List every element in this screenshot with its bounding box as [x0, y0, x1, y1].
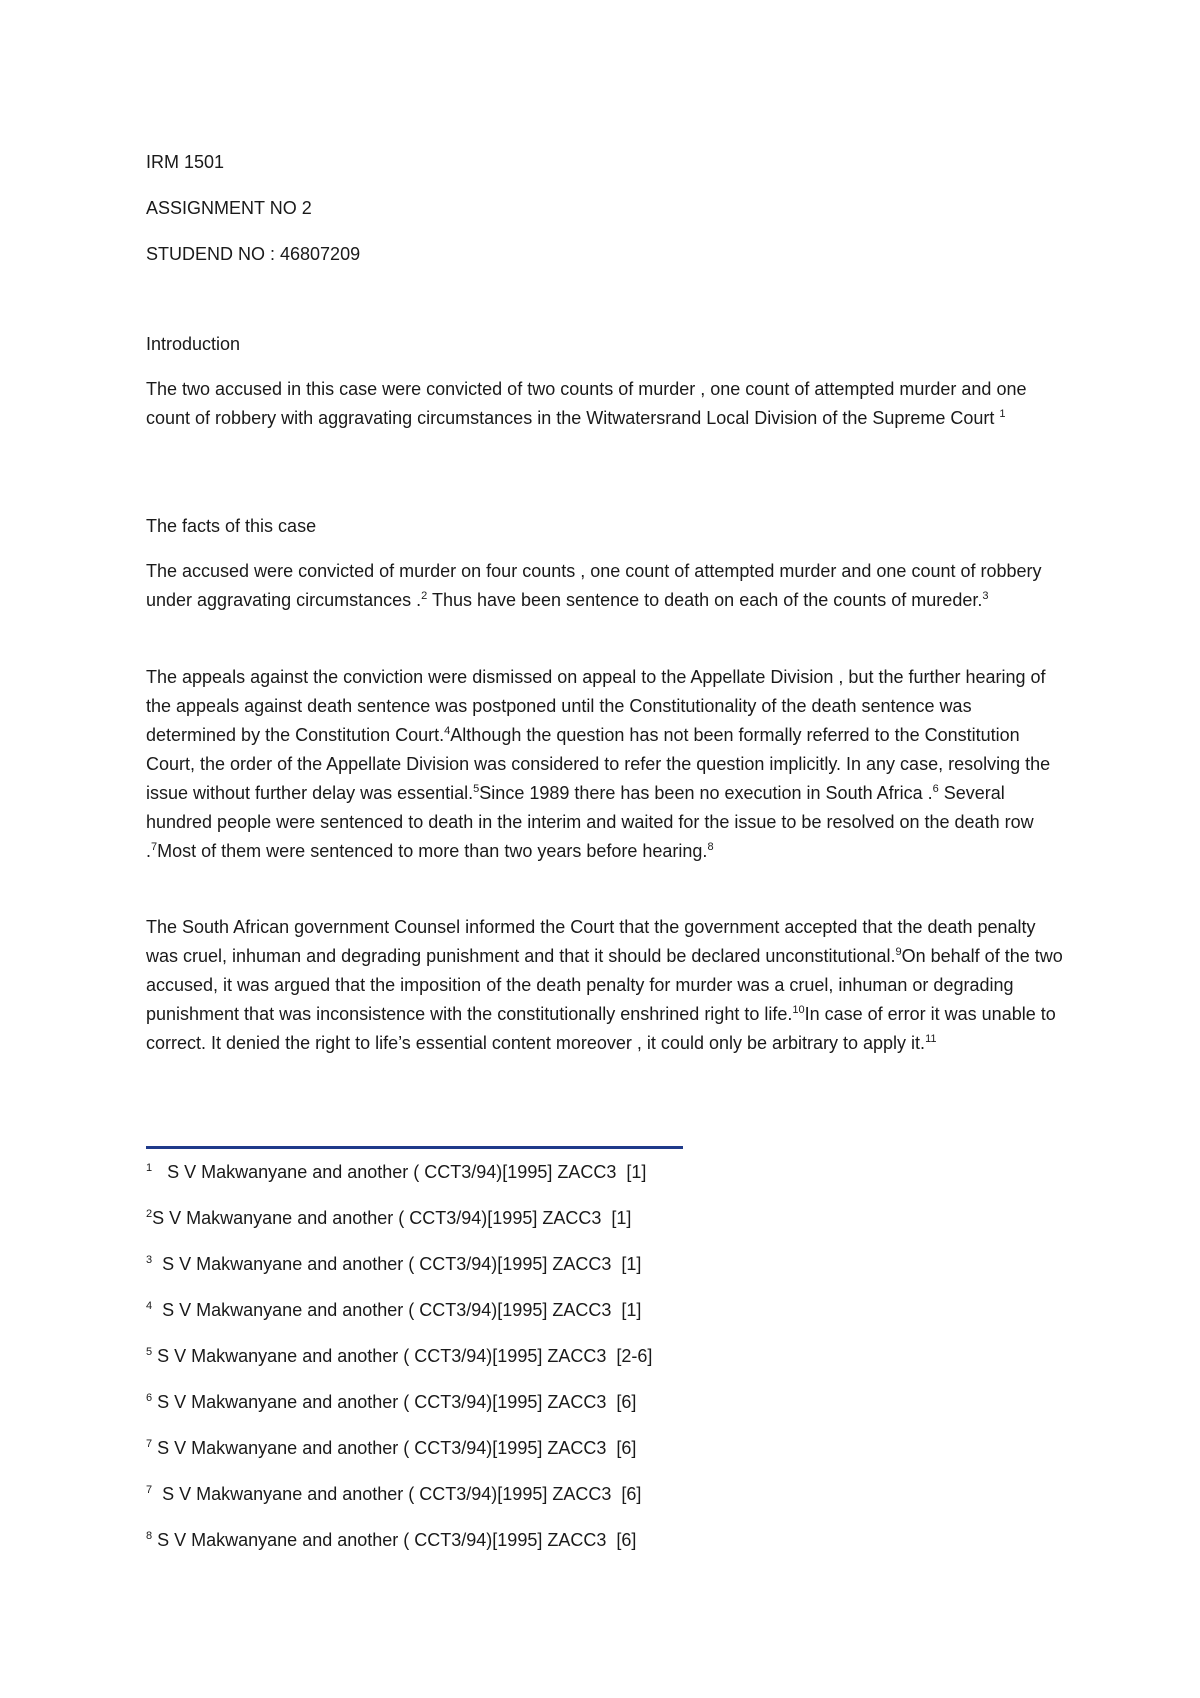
facts-paragraph-1: [146, 557, 1066, 615]
footnote-text: S V Makwanyane and another ( CCT3/94)[1995] ZACC3 [2-6]: [152, 1346, 653, 1366]
footnote-text: S V Makwanyane and another ( CCT3/94)[1995] ZACC3 [6]: [152, 1530, 637, 1550]
intro-paragraph: [146, 375, 1066, 433]
intro-text: The two accused in this case were convicted of two counts of murder , one count of attempted murder and one count of robbery with aggravating circumstances in the Witwatersrand Local Division of the Supreme Court: [146, 379, 1027, 428]
footnote-ref-2: 2: [421, 590, 428, 602]
facts-p1-text-2: Thus have been sentence to death on each of the counts of mureder.: [427, 590, 983, 610]
footnote-ref-3: 3: [982, 590, 989, 602]
footnote-item: $^3$ S V Makwanyane and another ( CCT3/94)[1995] ZACC3 [1]: [146, 1254, 642, 1274]
footnote-text: S V Makwanyane and another ( CCT3/94)[1995] ZACC3 [1]: [152, 1208, 632, 1228]
facts-p2-text-2: Although the question has not been formally referred to the Constitution Court, the order of the Appellate Division was considered to refer the question implicitly. In any case, resolving the issue without further delay was essential.: [146, 725, 1051, 803]
footnote-text: S V Makwanyane and another ( CCT3/94)[1995] ZACC3 [6]: [152, 1438, 637, 1458]
facts-p2-text-5: Most of them were sentenced to more than two years before hearing.: [157, 841, 708, 861]
facts-p3-text-1: The South African government Counsel informed the Court that the government accepted that the death penalty was cruel, inhuman and degrading punishment and that it should be declared unconstitutional.: [146, 917, 1036, 966]
footnote-ref-5: 5: [473, 783, 480, 795]
footnote-item: $^2$S V Makwanyane and another ( CCT3/94)[1995] ZACC3 [1]: [146, 1208, 632, 1228]
facts-p2-text-4: Several hundred people were sentenced to death in the interim and waited for the issue to be resolved on the death row .: [146, 783, 1034, 861]
footnote-ref-7: 7: [151, 841, 158, 853]
footnote-separator: [146, 1146, 683, 1149]
footnote-text: S V Makwanyane and another ( CCT3/94)[1995] ZACC3 [6]: [152, 1392, 637, 1412]
footnote-item: $^8$ S V Makwanyane and another ( CCT3/94)[1995] ZACC3 [6]: [146, 1530, 637, 1550]
intro-heading: Introduction: [146, 334, 241, 354]
footnote-text: S V Makwanyane and another ( CCT3/94)[1995] ZACC3 [6]: [152, 1484, 642, 1504]
footnote-item: $^1$ S V Makwanyane and another ( CCT3/94)[1995] ZACC3 [1]: [146, 1162, 647, 1182]
footnote-ref-11: 11: [925, 1033, 937, 1045]
footnote-ref-10: 10: [792, 1004, 805, 1016]
footnote-item: $^4$ S V Makwanyane and another ( CCT3/94)[1995] ZACC3 [1]: [146, 1300, 642, 1320]
footnote-item: $^6$ S V Makwanyane and another ( CCT3/94)[1995] ZACC3 [6]: [146, 1392, 637, 1412]
facts-p2-text-1: The appeals against the conviction were dismissed on appeal to the Appellate Division , but the further hearing of the appeals against death sentence was postponed until the Constitutionality of the death sentence was determined by the Constitution Court.: [146, 667, 1046, 745]
footnote-item: $^5$ S V Makwanyane and another ( CCT3/94)[1995] ZACC3 [2-6]: [146, 1346, 653, 1366]
footnote-item: $^7$ S V Makwanyane and another ( CCT3/94)[1995] ZACC3 [6]: [146, 1438, 637, 1458]
facts-paragraph-3: [146, 913, 1066, 1058]
footnote-ref-6: 6: [932, 783, 939, 795]
footnote-text: S V Makwanyane and another ( CCT3/94)[1995] ZACC3 [1]: [152, 1162, 647, 1182]
footnote-ref-9: 9: [895, 946, 902, 958]
footnote-item: $^7$ S V Makwanyane and another ( CCT3/94)[1995] ZACC3 [6]: [146, 1484, 642, 1504]
footnote-text: S V Makwanyane and another ( CCT3/94)[1995] ZACC3 [1]: [152, 1254, 642, 1274]
student-number: STUDEND NO : 46807209: [146, 244, 361, 264]
facts-p3-text-2: On behalf of the two accused, it was argued that the imposition of the death penalty for murder was a cruel, inhuman or degrading punishment that was inconsistence with the constitutionally enshrined right to life.: [146, 946, 1063, 1024]
facts-paragraph-2: [146, 663, 1066, 866]
footnote-ref-8: 8: [707, 841, 714, 853]
facts-p3-text-3: In case of error it was unable to correct. It denied the right to life’s essential content moreover , it could only be arbitrary to apply it.: [146, 1004, 1056, 1053]
assignment-number: ASSIGNMENT NO 2: [146, 198, 312, 218]
facts-p1-text-1: The accused were convicted of murder on four counts , one count of attempted murder and one count of robbery under aggravating circumstances .: [146, 561, 1042, 610]
footnote-ref-1: 1: [999, 408, 1006, 420]
facts-heading: The facts of this case: [146, 516, 317, 536]
footnote-ref-4: 4: [444, 725, 451, 737]
footnote-text: S V Makwanyane and another ( CCT3/94)[1995] ZACC3 [1]: [152, 1300, 642, 1320]
facts-p2-text-3: Since 1989 there has been no execution in South Africa .: [479, 783, 933, 803]
course-code: IRM 1501: [146, 152, 225, 172]
